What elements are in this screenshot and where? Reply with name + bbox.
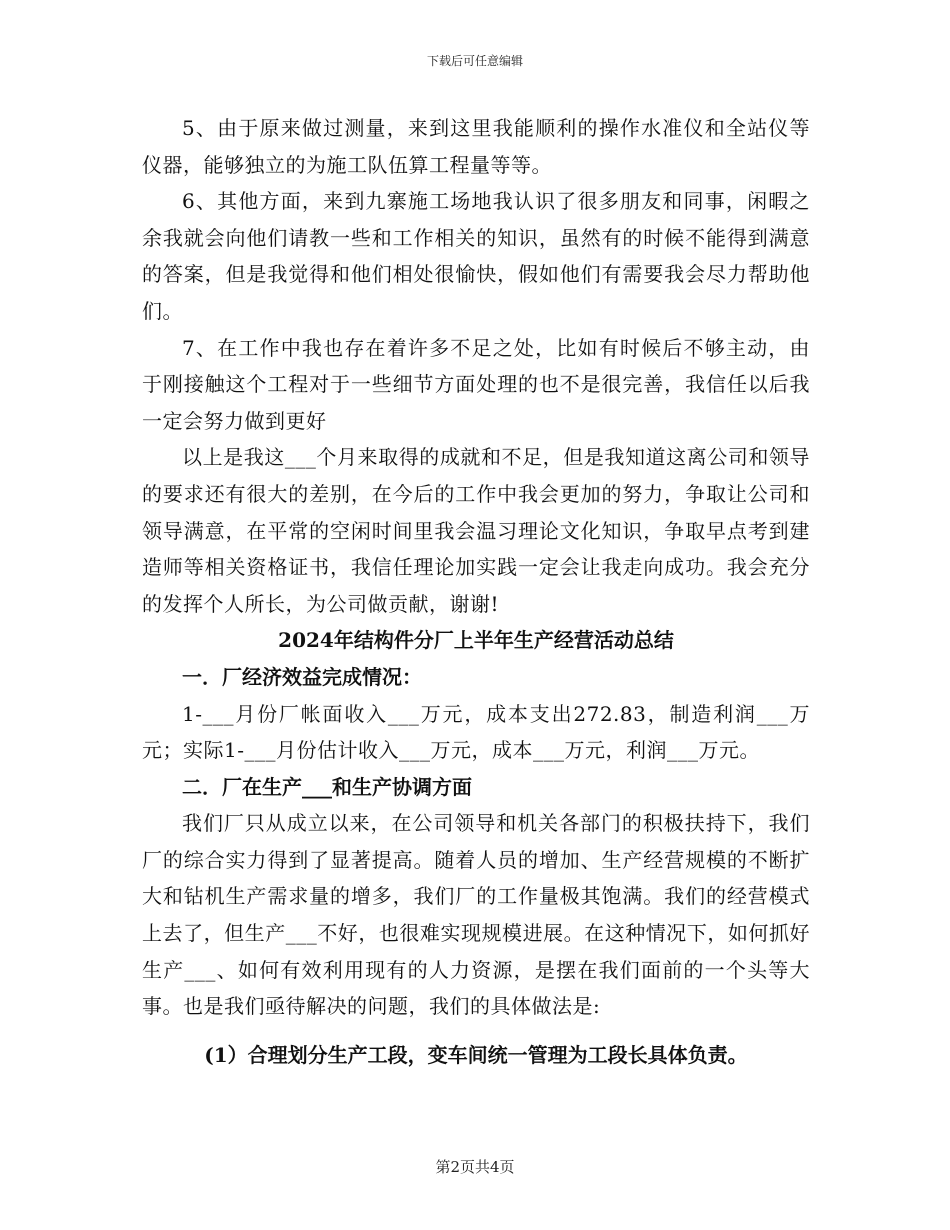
paragraph-item-7: 7、在工作中我也存在着许多不足之处，比如有时候后不够主动，由于刚接触这个工程对于一些细节方面处理的也不是很完善，我信任以后我一定会努力做到更好 — [142, 335, 810, 433]
document-title: 2024年结构件分厂上半年生产经营活动总结 — [278, 628, 674, 653]
section-1-heading: 一．厂经济效益完成情况： — [182, 664, 422, 689]
paragraph-item-5: 5、由于原来做过测量，来到这里我能顺利的操作水准仪和全站仪等仪器，能够独立的为施工队伍算工程量等等。 — [142, 116, 810, 177]
section-1-text: 1-___月份厂帐面收入___万元，成本支出272.83，制造利润___万元；实际1-___月份估计收入___万元，成本___万元，利润___万元。 — [142, 701, 810, 763]
section-2-heading: 二．厂在生产___和生产协调方面 — [182, 774, 472, 799]
section-2-text: 我们厂只从成立以来，在公司领导和机关各部门的积极扶持下，我们厂的综合实力得到了显著提高。随着人员的增加、生产经营规模的不断扩大和钻机生产需求量的增多，我们厂的工作量极其饱满。我们的经营模式上去了，但生产___不好，也很难实现规模进展。在这种情况下，如何抓好生产___、如何有效利用现有的人力资源，是摆在我们面前的一个头等大事。也是我们亟待解决的问题，我们的具体做法是: — [142, 811, 810, 1019]
paragraph-conclusion: 以上是我这___个月来取得的成就和不足，但是我知道这离公司和领导的要求还有很大的差别，在今后的工作中我会更加的努力，争取让公司和领导满意，在平常的空闲时间里我会温习理论文化知识，争取早点考到建造师等相关资格证书，我信任理论加实践一定会让我走向成功。我会充分的发挥个人所长，为公司做贡献，谢谢! — [142, 445, 810, 616]
section-2-subheading: (1）合理划分生产工段，变车间统一管理为工段长具体负责。 — [204, 1042, 748, 1067]
paragraph-item-6: 6、其他方面，来到九寨施工场地我认识了很多朋友和同事，闲暇之余我就会向他们请教一些和工作相关的知识，虽然有的时候不能得到满意的答案，但是我觉得和他们相处很愉快，假如他们有需要我会尽力帮助他们。 — [142, 189, 810, 323]
document-body — [142, 110, 810, 1073]
page-footer: 第2页共4页 — [435, 1158, 515, 1176]
page-header: 下载后可任意编辑 — [426, 54, 523, 68]
